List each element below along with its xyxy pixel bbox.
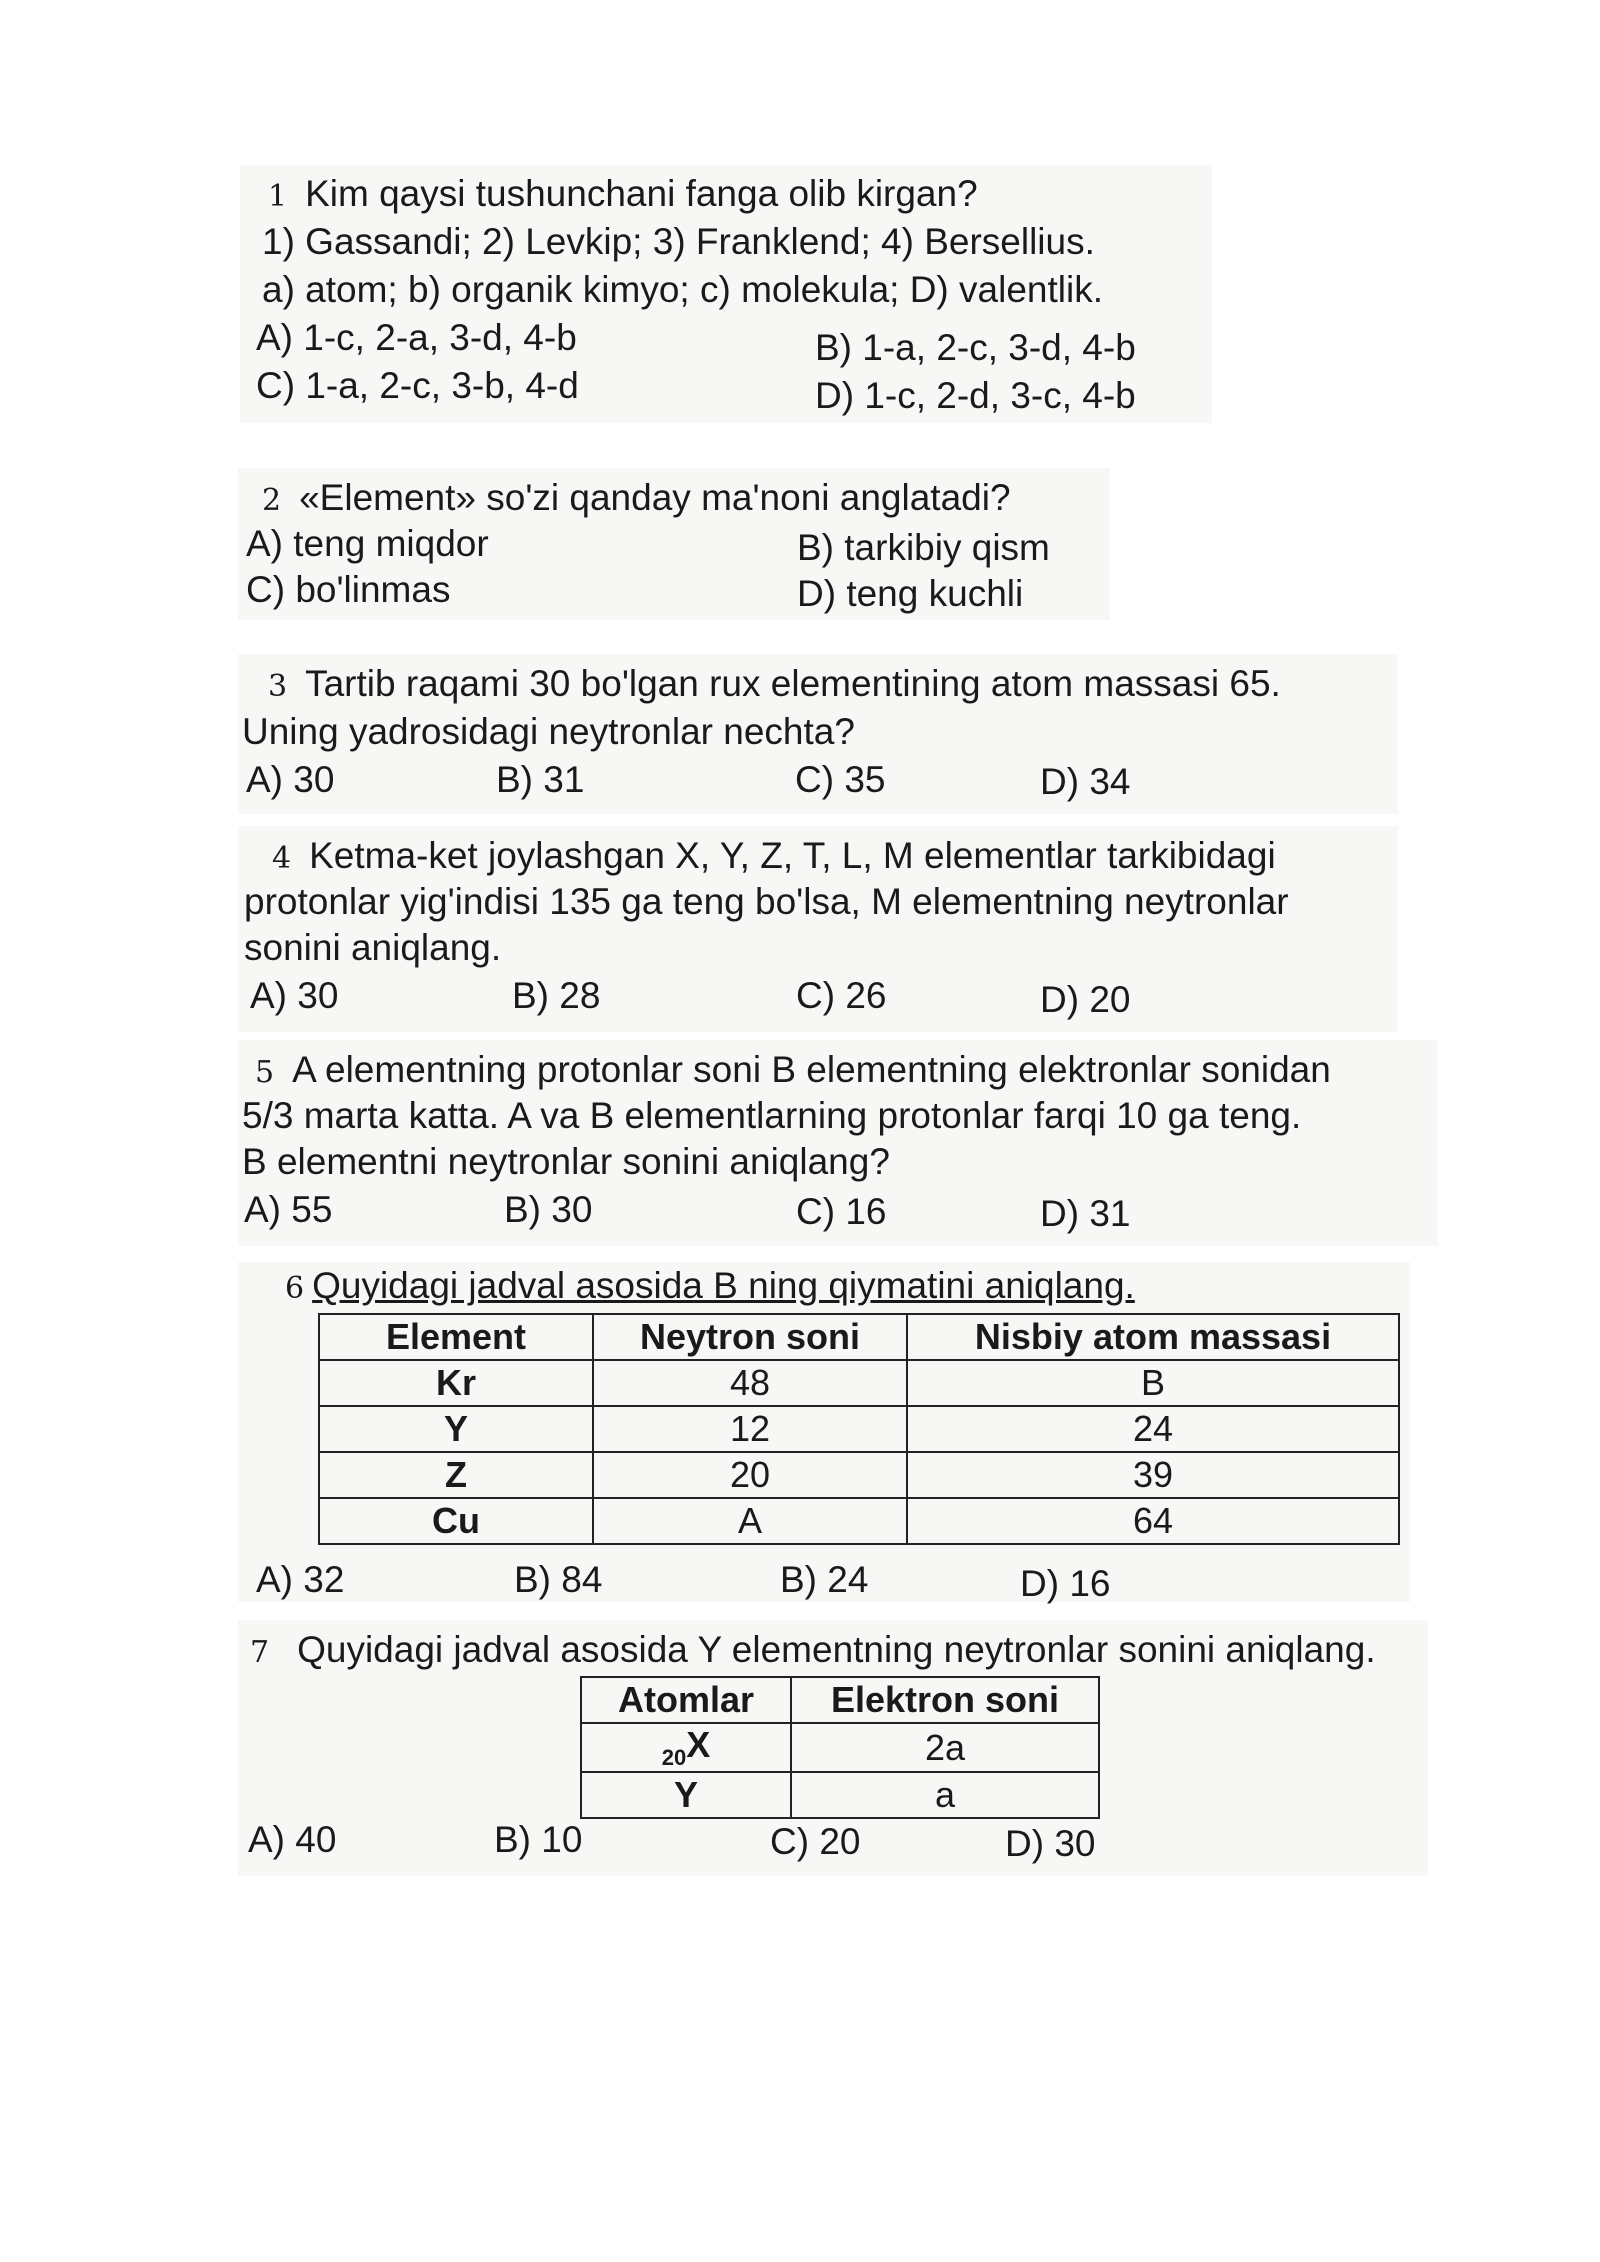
option-a[interactable]: A) 55	[244, 1189, 333, 1230]
cell-electrons: a	[791, 1772, 1099, 1818]
question-7-title: 7 Quyidagi jadval asosida Y elementning neytronlar sonini aniqlang.	[250, 1629, 1376, 1670]
column-header-atoms: Atomlar	[581, 1677, 791, 1723]
atomic-number: 20	[661, 1745, 687, 1771]
table-row	[581, 1772, 1099, 1818]
question-number: 6	[285, 1271, 305, 1306]
option-b[interactable]: B) tarkibiy qism	[797, 527, 1050, 568]
cell-element: Y	[319, 1406, 593, 1452]
option-c[interactable]: C) 1-a, 2-c, 3-b, 4-d	[256, 365, 579, 406]
question-6-title: 6 Quyidagi jadval asosida B ning qiymatini aniqlang.	[285, 1265, 1135, 1306]
question-5-text-line3: B elementni neytronlar sonini aniqlang?	[242, 1141, 890, 1182]
option-d[interactable]: D) teng kuchli	[797, 573, 1024, 614]
question-number: 3	[268, 669, 288, 704]
question-number: 5	[255, 1055, 275, 1090]
cell-neutrons: 20	[593, 1452, 907, 1498]
option-c[interactable]: C) bo'linmas	[246, 569, 451, 610]
option-a[interactable]: A) 1-c, 2-a, 3-d, 4-b	[256, 317, 577, 358]
column-header-element: Element	[319, 1314, 593, 1360]
option-c[interactable]: C) 20	[770, 1821, 861, 1862]
cell-neutrons: A	[593, 1498, 907, 1544]
option-b-duplicate[interactable]: B) 24	[780, 1559, 869, 1600]
question-4-text-line1: 4 Ketma-ket joylashgan X, Y, Z, T, L, M elementlar tarkibidagi	[272, 835, 1276, 876]
question-3-text-line1: 3 Tartib raqami 30 bo'lgan rux elementining atom massasi 65.	[268, 663, 1281, 704]
option-b[interactable]: B) 10	[494, 1819, 583, 1860]
question-2-title: 2 «Element» so'zi qanday ma'noni anglatadi?	[262, 477, 1011, 518]
cell-neutrons: 12	[593, 1406, 907, 1452]
cell-mass: B	[907, 1360, 1399, 1406]
option-b[interactable]: B) 30	[504, 1189, 593, 1230]
cell-atom: $_{20}$X	[581, 1723, 791, 1772]
cell-mass: 39	[907, 1452, 1399, 1498]
cell-mass: 24	[907, 1406, 1399, 1452]
table-row	[319, 1452, 1399, 1498]
table-header-row	[319, 1314, 1399, 1360]
option-d[interactable]: D) 31	[1040, 1193, 1131, 1234]
cell-element: Cu	[319, 1498, 593, 1544]
cell-neutrons: 48	[593, 1360, 907, 1406]
option-b[interactable]: B) 1-a, 2-c, 3-d, 4-b	[815, 327, 1136, 368]
electron-count-table	[580, 1676, 1100, 1819]
option-c[interactable]: C) 26	[796, 975, 887, 1016]
option-c[interactable]: C) 35	[795, 759, 886, 800]
table-header-row	[581, 1677, 1099, 1723]
question-4-text-line2: protonlar yig'indisi 135 ga teng bo'lsa, M elementning neytronlar	[244, 881, 1289, 922]
option-b[interactable]: B) 84	[514, 1559, 603, 1600]
option-d[interactable]: D) 16	[1020, 1563, 1111, 1604]
cell-mass: 64	[907, 1498, 1399, 1544]
column-header-atomic-mass: Nisbiy atom massasi	[907, 1314, 1399, 1360]
table-row	[581, 1723, 1099, 1772]
option-a[interactable]: A) 40	[248, 1819, 337, 1860]
column-header-neutron-count: Neytron soni	[593, 1314, 907, 1360]
question-5-text-line2: 5/3 marta katta. A va B elementlarning protonlar farqi 10 ga teng.	[242, 1095, 1302, 1136]
cell-electrons: 2a	[791, 1723, 1099, 1772]
question-3-text-line2: Uning yadrosidagi neytronlar nechta?	[242, 711, 855, 752]
option-a[interactable]: A) 30	[246, 759, 335, 800]
cell-element: Kr	[319, 1360, 593, 1406]
option-a[interactable]: A) 32	[256, 1559, 345, 1600]
option-d[interactable]: D) 20	[1040, 979, 1131, 1020]
option-a[interactable]: A) teng miqdor	[246, 523, 489, 564]
table-row	[319, 1406, 1399, 1452]
question-number: 2	[262, 483, 282, 518]
column-header-electron-count: Elektron soni	[791, 1677, 1099, 1723]
option-c[interactable]: C) 16	[796, 1191, 887, 1232]
cell-element: Z	[319, 1452, 593, 1498]
question-5-text-line1: 5 A elementning protonlar soni B elementning elektronlar sonidan	[255, 1049, 1331, 1090]
question-1-list-concepts: a) atom; b) organik kimyo; c) molekula; D) valentlik.	[262, 269, 1103, 310]
question-number: 7	[250, 1635, 270, 1670]
option-b[interactable]: B) 28	[512, 975, 601, 1016]
question-number: 1	[268, 179, 288, 214]
question-1-list-people: 1) Gassandi; 2) Levkip; 3) Franklend; 4) Bersellius.	[262, 221, 1095, 262]
table-row	[319, 1360, 1399, 1406]
question-1-title: 1 Kim qaysi tushunchani fanga olib kirgan?	[268, 173, 978, 214]
option-a[interactable]: A) 30	[250, 975, 339, 1016]
option-d[interactable]: D) 34	[1040, 761, 1131, 802]
option-d[interactable]: D) 1-c, 2-d, 3-c, 4-b	[815, 375, 1136, 416]
option-b[interactable]: B) 31	[496, 759, 585, 800]
table-row	[319, 1498, 1399, 1544]
question-4-text-line3: sonini aniqlang.	[244, 927, 502, 968]
question-number: 4	[272, 841, 292, 876]
cell-atom: Y	[581, 1772, 791, 1818]
option-d[interactable]: D) 30	[1005, 1823, 1096, 1864]
neutron-mass-table	[318, 1313, 1400, 1545]
